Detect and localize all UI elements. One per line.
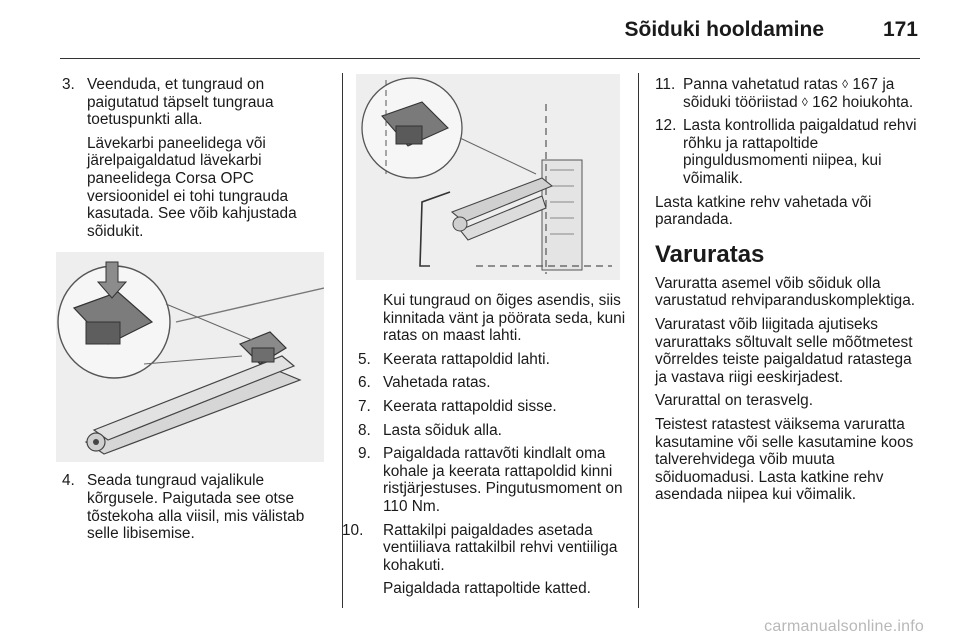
right-column [655, 76, 925, 504]
step-number: 10. [342, 521, 364, 539]
paragraph: Varurattal on terasvelg. [655, 392, 813, 410]
page-reference-link[interactable]: 167 [852, 76, 879, 93]
step-12 [655, 117, 925, 187]
step-text: Vahetada ratas. [383, 374, 491, 392]
step-text [683, 76, 925, 111]
section-heading: Varuratas [655, 240, 765, 268]
watermark: carmanualsonline.info [764, 618, 924, 635]
step-text: Lasta sõiduk alla. [383, 421, 502, 439]
left-column [62, 76, 334, 543]
step-text-b: ja sõiduki tööriistad [683, 76, 895, 111]
middle-column [342, 74, 628, 598]
step-number: 9. [358, 445, 371, 463]
step-note: Paigaldada rattapoltide katted. [383, 580, 591, 598]
step-text: Seada tungraud vajalikule kõrgusele. Paigutada see otse tõstekoha alla viisil, mis välistab selle libisemise. [87, 472, 305, 543]
step-text: Lasta kontrollida paigaldatud rehvi rõhku ja rattapoltide pinguldusmomenti niipea, kui võimalik. [683, 117, 917, 187]
step-number: 12. [655, 117, 677, 135]
step-text-a: Panna vahetatud ratas [683, 76, 838, 93]
step-number: 7. [358, 397, 371, 415]
step-5 [358, 351, 628, 369]
step-number: 4. [62, 472, 75, 490]
step-number: 5. [358, 350, 371, 368]
paragraph: Teistest ratastest väiksema varuratta kasutamine või selle kasutamine koos talverehvidega võib muuta sõiduomadusi. Lasta katkine rehv asendada niipea kui võimalik. [655, 415, 914, 504]
step-number: 6. [358, 374, 371, 392]
page-number: 171 [882, 18, 918, 41]
step-number: 11. [655, 76, 676, 93]
step-text-c: hoiukohta. [842, 93, 914, 111]
step-11 [655, 76, 925, 111]
step-6 [358, 374, 628, 392]
step-10 [342, 522, 628, 598]
step-8 [358, 422, 628, 440]
step-number: 8. [358, 421, 371, 439]
step-3 [62, 76, 334, 240]
paragraph: Lasta katkine rehv vahetada või parandada. [655, 193, 872, 229]
cross-reference-icon: ◊ [801, 94, 808, 109]
step-number: 3. [62, 76, 75, 93]
page-reference-link[interactable]: 162 [812, 93, 838, 111]
jack-crank-illustration [356, 74, 620, 280]
paragraph: Varuratast võib liigitada ajutiseks varurattaks sõltuvalt selle mõõtmetest võrreldes teiste paigaldatud ratastega ja vastava riigi eeskirjadest. [655, 315, 913, 386]
step-text: Keerata rattapoldid lahti. [383, 350, 550, 368]
step-text: Keerata rattapoldid sisse. [383, 397, 557, 415]
step-9 [358, 445, 628, 515]
jack-placement-illustration [56, 252, 324, 462]
paragraph: Varuratta asemel võib sõiduk olla varustatud rehviparanduskomplektiga. [655, 274, 916, 310]
step-text: Veenduda, et tungraud on paigutatud täpselt tungraua toetuspunkti alla. [87, 76, 274, 129]
step-note: Lävekarbi paneelidega või järelpaigaldatud lävekarbi paneelidega Corsa OPC versioonidel ei tohi tungrauda kasutada. See võib kahjustada sõidukit. [87, 134, 297, 240]
page-header-title: Sõiduki hooldamine [624, 18, 824, 41]
step-7 [358, 398, 628, 416]
step-4 [62, 472, 334, 542]
step-text: Paigaldada rattavõti kindlalt oma kohale ja keerata rattapoldid kinni ristjärjestuses. Pingutusmoment on 110 Nm. [383, 445, 623, 515]
step-text: Rattakilpi paigaldades asetada ventiiliava rattakilbil rehvi ventiiliga kohakuti. [383, 521, 618, 574]
cross-reference-icon: ◊ [842, 77, 849, 91]
figure-caption: Kui tungraud on õiges asendis, siis kinnitada vänt ja pöörata seda, kuni ratas on maast lahti. [383, 292, 626, 345]
header-rule [60, 58, 920, 59]
column-divider-2 [638, 73, 639, 608]
